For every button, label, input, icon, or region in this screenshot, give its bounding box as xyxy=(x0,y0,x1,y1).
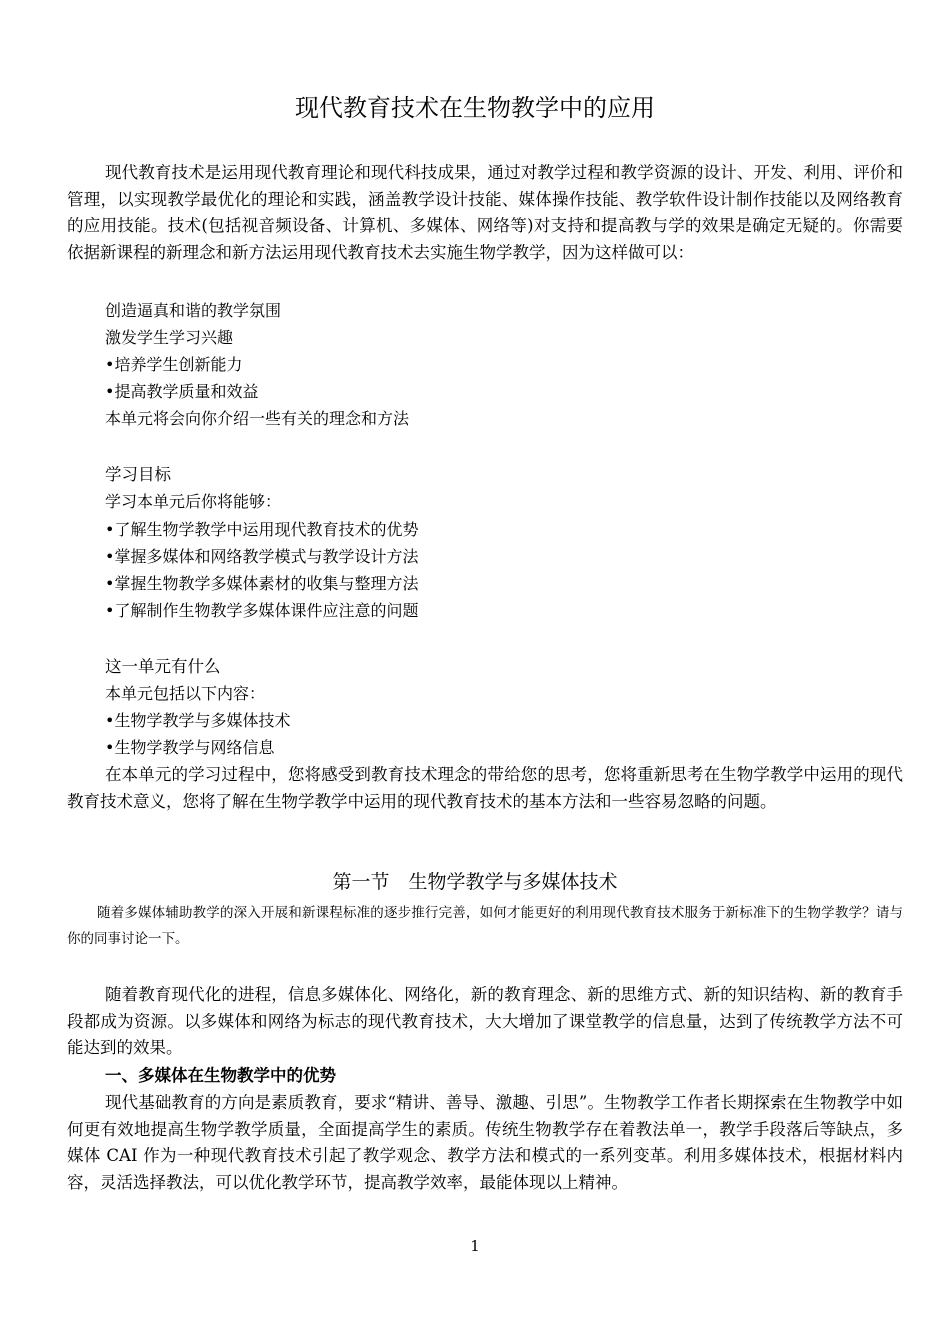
objectives-list xyxy=(105,516,905,624)
section-paragraph-1: 随着教育现代化的进程，信息多媒体化、网络化，新的教育理念、新的思维方式、新的知识结构、新的教育手段都成为资源。以多媒体和网络为标志的现代教育技术，大大增加了课堂教学的信息量，达到了传统教学方法不可能达到的效果。 xyxy=(67,985,903,1057)
list-item: •掌握生物教学多媒体素材的收集与整理方法 xyxy=(105,574,419,593)
list-item: •提高教学质量和效益 xyxy=(105,382,259,401)
list-item: •生物学教学与多媒体技术 xyxy=(105,711,291,730)
discussion-prompt: 随着多媒体辅助教学的深入开展和新课程标准的逐步推行完善，如何才能更好的利用现代教育技术服务于新标准下的生物学教学？请与你的同事讨论一下。 xyxy=(67,905,903,947)
page-number: 1 xyxy=(470,1237,480,1255)
list-item: •生物学教学与网络信息 xyxy=(105,738,275,757)
contents-lead: 本单元包括以下内容： xyxy=(105,684,266,703)
contents-paragraph: 在本单元的学习过程中，您将感受到教育技术理念的带给您的思考，您将重新思考在生物学教学中运用的现代教育技术意义，您将了解在生物学教学中运用的现代教育技术的基本方法和一些容易忽略的问题。 xyxy=(67,765,903,811)
document-title: 现代教育技术在生物教学中的应用 xyxy=(295,94,655,122)
list-item: 创造逼真和谐的教学氛围 xyxy=(105,301,282,320)
contents-heading: 这一单元有什么 xyxy=(105,657,221,676)
section-paragraph-2: 现代基础教育的方向是素质教育，要求“精讲、善导、激趣、引思”。生物教学工作者长期探索在生物教学中如何更有效地提高生物学教学质量，全面提高学生的素质。传统生物教学存在着教法单一，教学手段落后等缺点，多媒体 CAI 作为一种现代教育技术引起了教学观念、教学方法和模式的一系列变革。利用多媒体技术，根据材料内容，灵活选择教法，可以优化教学环节，提高教学效率，最能体现以上精神。 xyxy=(67,1093,903,1192)
objectives-lead: 学习本单元后你将能够： xyxy=(105,492,282,511)
list-item: •了解生物学教学中运用现代教育技术的优势 xyxy=(105,520,419,539)
section-title: 第一节 生物学教学与多媒体技术 xyxy=(332,871,618,893)
list-item: •掌握多媒体和网络教学模式与教学设计方法 xyxy=(105,547,419,566)
intro-paragraph: 现代教育技术是运用现代教育理论和现代科技成果，通过对教学过程和教学资源的设计、开发、利用、评价和管理，以实现教学最优化的理论和实践，涵盖教学设计技能、媒体操作技能、教学软件设计制作技能以及网络教育的应用技能。技术(包括视音频设备、计算机、多媒体、网络等)对支持和提高教与学的效果是确定无疑的。你需要依据新课程的新理念和新方法运用现代教育技术去实施生物学教学，因为这样做可以： xyxy=(67,163,903,262)
subsection-heading: 一、多媒体在生物教学中的优势 xyxy=(105,1066,336,1085)
objectives-heading: 学习目标 xyxy=(105,465,171,484)
list-item: 激发学生学习兴趣 xyxy=(105,328,234,347)
list-item: •培养学生创新能力 xyxy=(105,355,243,374)
list-item: •了解制作生物教学多媒体课件应注意的问题 xyxy=(105,601,419,620)
intro-benefit-list xyxy=(105,297,905,432)
contents-list xyxy=(105,707,905,761)
list-item: 本单元将会向你介绍一些有关的理念和方法 xyxy=(105,409,410,428)
